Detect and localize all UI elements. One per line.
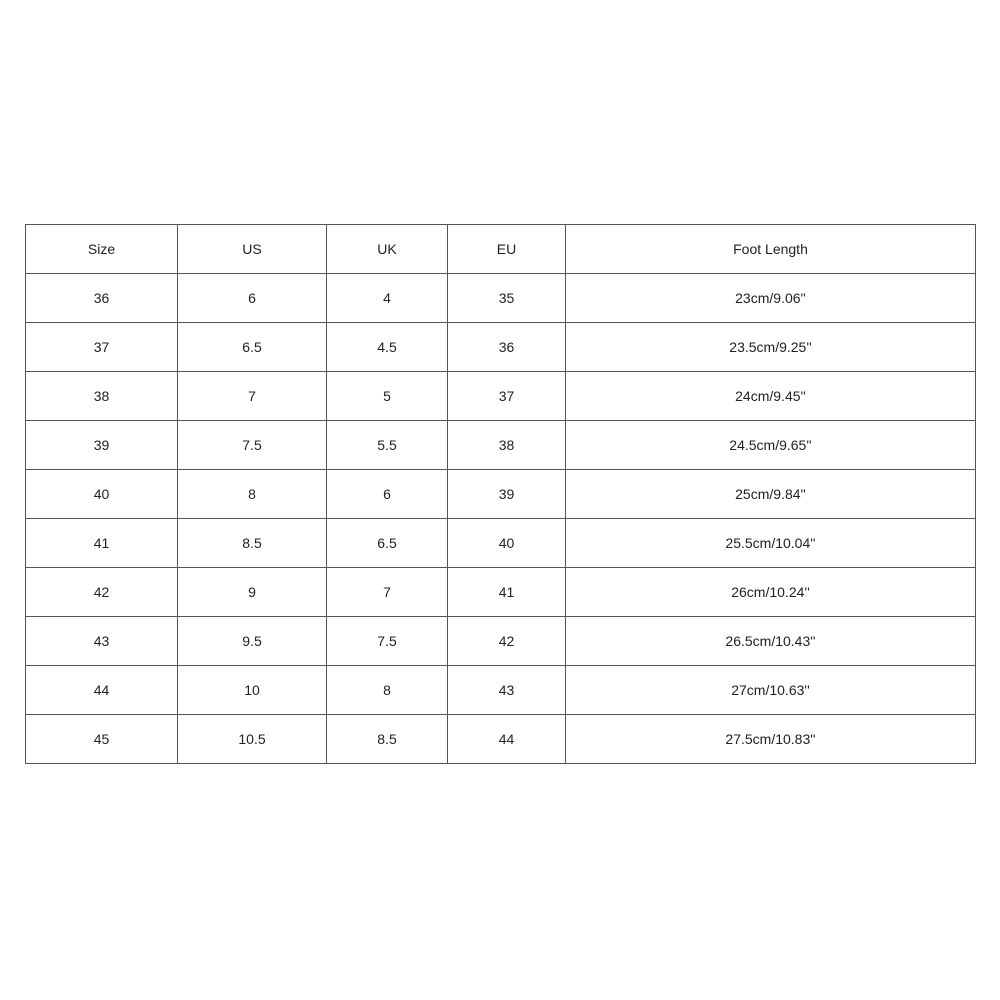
cell-uk: 4 [327, 274, 448, 323]
cell-foot-length: 24.5cm/9.65'' [566, 421, 976, 470]
cell-eu: 36 [448, 323, 566, 372]
cell-eu: 41 [448, 568, 566, 617]
cell-size: 41 [26, 519, 178, 568]
header-uk: UK [327, 225, 448, 274]
cell-eu: 35 [448, 274, 566, 323]
table-row [26, 323, 976, 372]
cell-us: 8.5 [178, 519, 327, 568]
cell-foot-length: 23.5cm/9.25'' [566, 323, 976, 372]
cell-size: 44 [26, 666, 178, 715]
cell-uk: 6.5 [327, 519, 448, 568]
cell-us: 7.5 [178, 421, 327, 470]
cell-size: 43 [26, 617, 178, 666]
cell-foot-length: 26cm/10.24'' [566, 568, 976, 617]
cell-us: 10 [178, 666, 327, 715]
size-chart-table [25, 224, 976, 764]
cell-us: 9.5 [178, 617, 327, 666]
cell-us: 8 [178, 470, 327, 519]
cell-eu: 44 [448, 715, 566, 764]
table-row [26, 715, 976, 764]
cell-us: 9 [178, 568, 327, 617]
cell-eu: 37 [448, 372, 566, 421]
cell-uk: 8 [327, 666, 448, 715]
cell-foot-length: 25.5cm/10.04'' [566, 519, 976, 568]
cell-us: 6.5 [178, 323, 327, 372]
table-row [26, 274, 976, 323]
cell-size: 45 [26, 715, 178, 764]
cell-eu: 38 [448, 421, 566, 470]
table-row [26, 666, 976, 715]
cell-uk: 6 [327, 470, 448, 519]
table-row [26, 372, 976, 421]
table-row [26, 421, 976, 470]
cell-foot-length: 26.5cm/10.43'' [566, 617, 976, 666]
cell-uk: 5.5 [327, 421, 448, 470]
cell-foot-length: 25cm/9.84'' [566, 470, 976, 519]
cell-eu: 40 [448, 519, 566, 568]
cell-us: 10.5 [178, 715, 327, 764]
cell-size: 42 [26, 568, 178, 617]
cell-uk: 4.5 [327, 323, 448, 372]
cell-eu: 39 [448, 470, 566, 519]
cell-uk: 7.5 [327, 617, 448, 666]
header-foot-length: Foot Length [566, 225, 976, 274]
cell-uk: 8.5 [327, 715, 448, 764]
cell-size: 39 [26, 421, 178, 470]
cell-foot-length: 27.5cm/10.83'' [566, 715, 976, 764]
table-header-row [26, 225, 976, 274]
cell-size: 36 [26, 274, 178, 323]
table-row [26, 617, 976, 666]
cell-us: 6 [178, 274, 327, 323]
header-eu: EU [448, 225, 566, 274]
cell-uk: 5 [327, 372, 448, 421]
table-row [26, 519, 976, 568]
cell-size: 40 [26, 470, 178, 519]
header-size: Size [26, 225, 178, 274]
cell-size: 38 [26, 372, 178, 421]
cell-uk: 7 [327, 568, 448, 617]
cell-us: 7 [178, 372, 327, 421]
table-row [26, 568, 976, 617]
cell-size: 37 [26, 323, 178, 372]
cell-eu: 43 [448, 666, 566, 715]
header-us: US [178, 225, 327, 274]
cell-eu: 42 [448, 617, 566, 666]
cell-foot-length: 23cm/9.06'' [566, 274, 976, 323]
table-row [26, 470, 976, 519]
cell-foot-length: 24cm/9.45'' [566, 372, 976, 421]
cell-foot-length: 27cm/10.63'' [566, 666, 976, 715]
